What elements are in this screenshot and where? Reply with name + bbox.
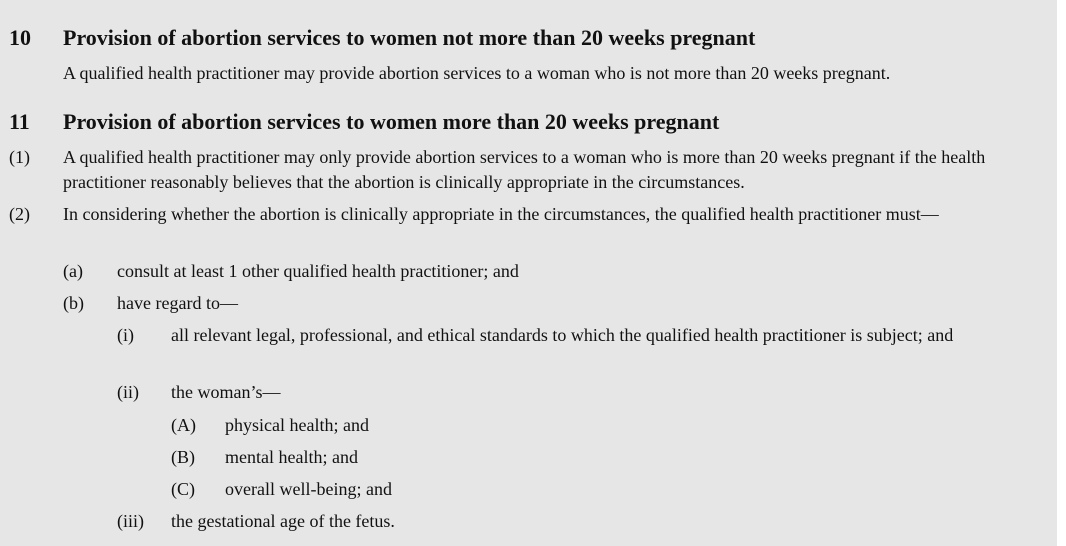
clause-C — [171, 477, 1051, 502]
paragraph-label: (a) — [63, 261, 83, 281]
clause-label: (B) — [171, 447, 195, 467]
clause-text: overall well-being; and — [225, 479, 392, 499]
paragraph-b — [63, 291, 1053, 316]
clause-label: (C) — [171, 479, 195, 499]
subparagraph-label: (iii) — [117, 511, 144, 531]
clause-label: (A) — [171, 415, 196, 435]
subsection-text: A qualified health practitioner may only provide abortion services to a woman who is more than 20 weeks pregnant if the health practitioner reasonably believes that the abortion is clinically appropriate in the circumstances. — [63, 147, 986, 192]
clause-text: mental health; and — [225, 447, 358, 467]
subparagraph-iii — [117, 509, 1055, 534]
clause-text: physical health; and — [225, 415, 369, 435]
subsection-2 — [9, 202, 1054, 252]
paragraph-text: consult at least 1 other qualified health practitioner; and — [117, 261, 519, 281]
section-10-text: A qualified health practitioner may provide abortion services to a woman who is not more than 20 weeks pregnant. — [63, 63, 891, 83]
subparagraph-text: the woman’s— — [171, 382, 281, 402]
paragraph-a — [63, 259, 1053, 284]
section-number: 11 — [9, 109, 30, 134]
subsection-text: In considering whether the abortion is clinically appropriate in the circumstances, the qualified health practitioner must— — [63, 204, 939, 224]
section-title: Provision of abortion services to women more than 20 weeks pregnant — [63, 109, 720, 134]
section-number: 10 — [9, 25, 31, 50]
subsection-1 — [9, 145, 1054, 195]
subparagraph-label: (i) — [117, 325, 134, 345]
subparagraph-text: the gestational age of the fetus. — [171, 511, 395, 531]
subparagraph-label: (ii) — [117, 382, 139, 402]
subparagraph-text: all relevant legal, professional, and ethical standards to which the qualified health practitioner is subject; and — [171, 325, 954, 345]
subparagraph-ii — [117, 380, 1055, 405]
clause-A — [171, 413, 1051, 438]
subsection-label: (1) — [9, 147, 30, 167]
paragraph-text: have regard to— — [117, 293, 238, 313]
paragraph-label: (b) — [63, 293, 84, 313]
clause-B — [171, 445, 1051, 470]
section-title: Provision of abortion services to women not more than 20 weeks pregnant — [63, 25, 756, 50]
subparagraph-i — [117, 323, 1055, 373]
subsection-label: (2) — [9, 204, 30, 224]
